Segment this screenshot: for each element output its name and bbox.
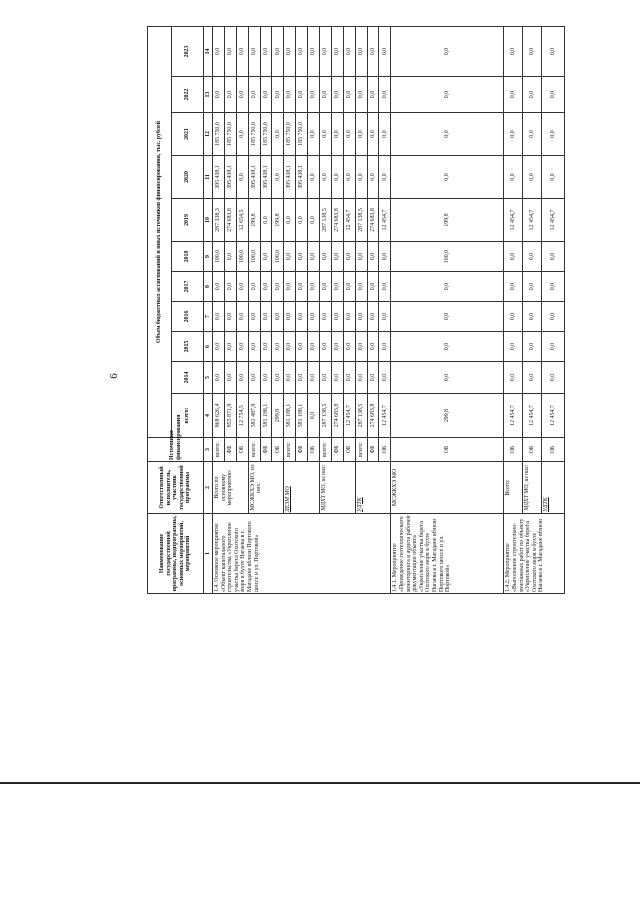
year-value-cell: 0,0 (248, 332, 260, 362)
year-value-cell: 0,0 (320, 332, 332, 362)
year-value-cell: 0,0 (213, 26, 225, 76)
year-value-cell: 0,0 (379, 26, 391, 76)
header-volume: Объем бюджетных ассигнований и иных источников финансирования, тыс. рублей (148, 26, 172, 437)
year-value-cell: 0,0 (296, 272, 308, 302)
year-value-cell: 287 138,5 (320, 199, 332, 242)
year-value-cell: 0,0 (248, 362, 260, 394)
total-value-cell: 299,8 (272, 394, 284, 438)
year-value-cell: 0,0 (308, 156, 320, 199)
year-value-cell: 100,0 (236, 242, 248, 272)
year-value-cell: 0,0 (236, 113, 248, 156)
total-value-cell: 868 626,4 (213, 394, 225, 438)
year-value-cell: 0,0 (331, 362, 343, 394)
year-value-cell: 395 438,1 (213, 156, 225, 199)
total-value-cell: 12 454,7 (542, 394, 565, 438)
total-value-cell: 287 138,5 (320, 394, 332, 438)
source-cell: ОБ (272, 438, 284, 462)
year-value-cell: 0,0 (308, 199, 320, 242)
year-value-cell: 0,0 (504, 113, 523, 156)
year-value-cell: 100,0 (213, 242, 225, 272)
source-cell: ФБ (296, 438, 308, 462)
year-value-cell: 0,0 (331, 156, 343, 199)
year-value-cell: 0,0 (213, 77, 225, 113)
year-value-cell: 0,0 (367, 272, 379, 302)
year-value-cell: 0,0 (343, 156, 355, 199)
year-value-cell: 0,0 (379, 302, 391, 332)
year-value-cell: 0,0 (296, 26, 308, 76)
table-row (391, 26, 504, 593)
year-value-cell: 0,0 (296, 302, 308, 332)
year-value-cell: 0,0 (284, 26, 296, 76)
year-value-cell: 0,0 (331, 272, 343, 302)
header-year: 2015 (172, 332, 204, 362)
year-value-cell: 0,0 (260, 362, 272, 394)
year-value-cell: 0,0 (236, 272, 248, 302)
year-value-cell: 0,0 (224, 77, 236, 113)
year-value-cell: 0,0 (542, 362, 565, 394)
year-value-cell: 0,0 (331, 302, 343, 332)
year-value-cell: 0,0 (542, 242, 565, 272)
source-cell: всего: (248, 438, 260, 462)
source-cell: ФБ (331, 438, 343, 462)
year-value-cell: 0,0 (320, 113, 332, 156)
year-value-cell: 0,0 (355, 302, 367, 332)
table-row (542, 26, 565, 593)
year-value-cell: 0,0 (308, 26, 320, 76)
year-value-cell: 0,0 (331, 26, 343, 76)
year-value-cell: 0,0 (523, 362, 542, 394)
year-value-cell: 0,0 (379, 156, 391, 199)
year-value-cell: 0,0 (272, 362, 284, 394)
year-value-cell: 0,0 (542, 77, 565, 113)
year-value-cell: 0,0 (523, 302, 542, 332)
year-value-cell: 395 438,1 (260, 156, 272, 199)
year-value-cell: 100,0 (391, 242, 504, 272)
year-value-cell: 0,0 (542, 332, 565, 362)
year-value-cell: 0,0 (272, 113, 284, 156)
total-value-cell: 12 454,7 (504, 394, 523, 438)
year-value-cell: 0,0 (224, 26, 236, 76)
year-value-cell: 0,0 (523, 272, 542, 302)
year-value-cell: 0,0 (343, 113, 355, 156)
year-value-cell: 0,0 (236, 26, 248, 76)
year-value-cell: 274 683,8 (331, 199, 343, 242)
year-value-cell: 0,0 (379, 362, 391, 394)
year-value-cell: 0,0 (355, 362, 367, 394)
year-value-cell: 395 438,1 (248, 156, 260, 199)
year-value-cell: 0,0 (367, 113, 379, 156)
header-name: Наименование государственной программы, подпрограммы, основных мероприятий, мероприятий (148, 514, 204, 594)
year-value-cell: 185 750,0 (284, 113, 296, 156)
total-value-cell: 581 188,1 (260, 394, 272, 438)
source-cell: всего: (355, 438, 367, 462)
year-value-cell: 0,0 (355, 77, 367, 113)
year-value-cell: 0,0 (308, 242, 320, 272)
year-value-cell: 0,0 (343, 302, 355, 332)
year-value-cell: 0,0 (320, 77, 332, 113)
year-value-cell: 0,0 (236, 156, 248, 199)
year-value-cell: 0,0 (260, 77, 272, 113)
year-value-cell: 0,0 (542, 156, 565, 199)
header-source: Источники финансирования (148, 438, 204, 462)
total-value-cell: 274 683,8 (331, 394, 343, 438)
source-cell: всего: (284, 438, 296, 462)
year-value-cell: 199,8 (272, 199, 284, 242)
header-executor: Ответственный исполнитель, участник государственной программы (148, 462, 204, 514)
year-value-cell: 0,0 (367, 26, 379, 76)
table-row (284, 26, 296, 593)
year-value-cell: 0,0 (236, 332, 248, 362)
year-value-cell: 0,0 (504, 302, 523, 332)
year-value-cell: 0,0 (213, 272, 225, 302)
year-value-cell: 287 338,3 (213, 199, 225, 242)
total-value-cell: 12 454,7 (343, 394, 355, 438)
year-value-cell: 0,0 (260, 242, 272, 272)
year-value-cell: 0,0 (504, 332, 523, 362)
year-value-cell: 0,0 (296, 77, 308, 113)
year-value-cell: 0,0 (379, 242, 391, 272)
year-value-cell: 0,0 (213, 362, 225, 394)
year-value-cell: 185 750,0 (213, 113, 225, 156)
year-value-cell: 199,8 (248, 199, 260, 242)
year-value-cell: 0,0 (272, 302, 284, 332)
col-index: 9 (204, 242, 213, 272)
year-value-cell: 0,0 (224, 332, 236, 362)
source-cell: ОБ (236, 438, 248, 462)
year-value-cell: 0,0 (272, 332, 284, 362)
year-value-cell: 0,0 (331, 332, 343, 362)
year-value-cell: 0,0 (308, 113, 320, 156)
total-value-cell: 581 188,1 (296, 394, 308, 438)
year-value-cell: 0,0 (308, 302, 320, 332)
col-index: 8 (204, 272, 213, 302)
year-value-cell: 0,0 (367, 332, 379, 362)
year-value-cell: 395 438,1 (284, 156, 296, 199)
year-value-cell: 0,0 (224, 272, 236, 302)
total-value-cell: 0,0 (308, 394, 320, 438)
total-value-cell: 287 138,5 (355, 394, 367, 438)
year-value-cell: 0,0 (367, 242, 379, 272)
year-value-cell: 0,0 (542, 272, 565, 302)
year-value-cell: 0,0 (523, 113, 542, 156)
executor-cell: УДТК (542, 462, 565, 514)
year-value-cell: 0,0 (391, 272, 504, 302)
year-value-cell: 0,0 (284, 242, 296, 272)
year-value-cell: 0,0 (367, 77, 379, 113)
year-value-cell: 0,0 (284, 272, 296, 302)
financing-table (147, 26, 565, 594)
year-value-cell: 0,0 (523, 156, 542, 199)
year-value-cell: 12 454,7 (343, 199, 355, 242)
table-row (248, 26, 260, 593)
year-value-cell: 0,0 (331, 77, 343, 113)
year-value-cell: 0,0 (391, 26, 504, 76)
col-index: 10 (204, 199, 213, 242)
year-value-cell: 0,0 (236, 302, 248, 332)
year-value-cell: 0,0 (248, 77, 260, 113)
year-value-cell: 185 750,0 (224, 113, 236, 156)
year-value-cell: 0,0 (391, 302, 504, 332)
table-row (320, 26, 332, 593)
table-row (213, 26, 225, 593)
year-value-cell: 0,0 (391, 332, 504, 362)
year-value-cell: 0,0 (379, 332, 391, 362)
header-year: 2018 (172, 242, 204, 272)
year-value-cell: 185 750,0 (296, 113, 308, 156)
executor-cell: Всего по основному мероприятию: (213, 462, 249, 514)
table-row (504, 26, 523, 593)
year-value-cell: 12 454,7 (523, 199, 542, 242)
year-value-cell: 0,0 (308, 272, 320, 302)
source-cell: ОБ (504, 438, 523, 462)
col-index: 2 (204, 462, 213, 514)
source-cell: ФБ (260, 438, 272, 462)
year-value-cell: 0,0 (284, 302, 296, 332)
source-cell: ОБ (308, 438, 320, 462)
year-value-cell: 0,0 (523, 77, 542, 113)
table-row (523, 26, 542, 593)
year-value-cell: 0,0 (355, 156, 367, 199)
year-value-cell: 0,0 (355, 332, 367, 362)
year-value-cell: 0,0 (523, 332, 542, 362)
horizontal-rule (0, 782, 640, 784)
year-value-cell: 0,0 (367, 302, 379, 332)
year-value-cell: 100,0 (248, 242, 260, 272)
total-value-cell: 274 683,8 (367, 394, 379, 438)
activity-name-cell: 1.4. Основное мероприятие «Объект капитального строительства «Укрепление участка берега Охотского моря в бухте Нагаева в г. Магадане вблизи Портового шоссе и ул. Портовой» (213, 514, 391, 594)
header-year: 2022 (172, 77, 204, 113)
header-year: 2017 (172, 272, 204, 302)
col-index: 13 (204, 77, 213, 113)
total-value-cell: 581 188,1 (284, 394, 296, 438)
page-number: 6 (107, 373, 120, 379)
executor-cell: УДТК (355, 462, 391, 514)
source-cell: ФБ (224, 438, 236, 462)
year-value-cell: 0,0 (260, 272, 272, 302)
total-value-cell: 12 454,7 (379, 394, 391, 438)
year-value-cell: 0,0 (355, 242, 367, 272)
year-value-cell: 0,0 (320, 242, 332, 272)
year-value-cell: 0,0 (284, 199, 296, 242)
year-value-cell: 185 750,0 (260, 113, 272, 156)
header-year: 2023 (172, 26, 204, 76)
year-value-cell: 0,0 (320, 272, 332, 302)
year-value-cell: 0,0 (523, 26, 542, 76)
executor-cell: МДХТ МО, из них: (320, 462, 356, 514)
year-value-cell: 0,0 (224, 302, 236, 332)
year-value-cell: 12 654,5 (236, 199, 248, 242)
year-value-cell: 0,0 (542, 26, 565, 76)
year-value-cell: 0,0 (260, 332, 272, 362)
activity-name-cell: 1.4.2. Мероприятие «Выполнение строительно-монтажных работ по объекту «Укрепление участка берега Охотского моря в бухте Нагаева в г. Магадане вблизи (504, 514, 565, 594)
source-cell: ОБ (391, 438, 504, 462)
source-cell: ФБ (367, 438, 379, 462)
year-value-cell: 0,0 (272, 77, 284, 113)
year-value-cell: 12 454,7 (542, 199, 565, 242)
header-year: 2020 (172, 156, 204, 199)
year-value-cell: 0,0 (391, 77, 504, 113)
year-value-cell: 0,0 (504, 156, 523, 199)
year-value-cell: 0,0 (343, 26, 355, 76)
year-value-cell: 0,0 (236, 77, 248, 113)
year-value-cell: 0,0 (296, 199, 308, 242)
year-value-cell: 0,0 (542, 113, 565, 156)
total-value-cell: 299,8 (391, 394, 504, 438)
executor-cell: ДЕЗМ МО (284, 462, 320, 514)
year-value-cell: 0,0 (355, 26, 367, 76)
year-value-cell: 0,0 (224, 242, 236, 272)
year-value-cell: 0,0 (504, 77, 523, 113)
year-value-cell: 0,0 (320, 362, 332, 394)
col-index: 3 (204, 438, 213, 462)
year-value-cell: 0,0 (248, 272, 260, 302)
year-value-cell: 0,0 (367, 362, 379, 394)
year-value-cell: 0,0 (343, 242, 355, 272)
year-value-cell: 0,0 (504, 26, 523, 76)
year-value-cell: 0,0 (379, 272, 391, 302)
col-index: 5 (204, 362, 213, 394)
source-cell: ОБ (343, 438, 355, 462)
year-value-cell: 0,0 (331, 113, 343, 156)
year-value-cell: 0,0 (284, 77, 296, 113)
year-value-cell: 395 438,1 (224, 156, 236, 199)
year-value-cell: 0,0 (284, 332, 296, 362)
col-index: 7 (204, 302, 213, 332)
year-value-cell: 0,0 (213, 302, 225, 332)
year-value-cell: 0,0 (272, 26, 284, 76)
year-value-cell: 0,0 (504, 362, 523, 394)
year-value-cell: 0,0 (504, 242, 523, 272)
header-year: 2016 (172, 302, 204, 332)
year-value-cell: 0,0 (296, 332, 308, 362)
col-index: 6 (204, 332, 213, 362)
year-value-cell: 0,0 (248, 302, 260, 332)
year-value-cell: 0,0 (284, 362, 296, 394)
year-value-cell: 0,0 (391, 362, 504, 394)
year-value-cell: 0,0 (320, 302, 332, 332)
col-index: 1 (204, 514, 213, 594)
year-value-cell: 0,0 (343, 362, 355, 394)
year-value-cell: 395 438,1 (296, 156, 308, 199)
source-cell: всего: (320, 438, 332, 462)
year-value-cell: 0,0 (504, 272, 523, 302)
year-value-cell: 0,0 (296, 362, 308, 394)
table-row (355, 26, 367, 593)
year-value-cell: 0,0 (343, 77, 355, 113)
year-value-cell: 0,0 (308, 77, 320, 113)
header-year: 2021 (172, 113, 204, 156)
year-value-cell: 274 683,8 (367, 199, 379, 242)
total-value-cell: 12 754,5 (236, 394, 248, 438)
source-cell: всего: (213, 438, 225, 462)
year-value-cell: 0,0 (260, 26, 272, 76)
col-index: 12 (204, 113, 213, 156)
col-index: 11 (204, 156, 213, 199)
year-value-cell: 0,0 (308, 362, 320, 394)
executor-cell: МСЖКХЭ МО (391, 462, 504, 514)
year-value-cell: 0,0 (260, 199, 272, 242)
year-value-cell: 12 454,7 (379, 199, 391, 242)
col-index: 14 (204, 26, 213, 76)
year-value-cell: 199,8 (391, 199, 504, 242)
source-cell: ОБ (523, 438, 542, 462)
year-value-cell: 0,0 (542, 302, 565, 332)
year-value-cell: 0,0 (308, 332, 320, 362)
year-value-cell: 0,0 (272, 156, 284, 199)
executor-cell: МСЖКХЭ МО, из них: (248, 462, 284, 514)
header-year: 2014 (172, 362, 204, 394)
year-value-cell: 0,0 (391, 156, 504, 199)
year-value-cell: 0,0 (379, 113, 391, 156)
year-value-cell: 0,0 (367, 156, 379, 199)
activity-name-cell: 1.4.1. Мероприятие «Проведение геотехнического мониторинга и аудита рабочей документации объекта «Укрепление участка берега Охотского моря в бухте Нагаева в г. Магадане вблизи Портового шоссе и ул. Портовой» (391, 514, 504, 594)
header-total: всего: (172, 394, 204, 438)
total-value-cell: 581 487,9 (248, 394, 260, 438)
year-value-cell: 0,0 (320, 26, 332, 76)
year-value-cell: 0,0 (296, 242, 308, 272)
year-value-cell: 0,0 (331, 242, 343, 272)
year-value-cell: 0,0 (248, 26, 260, 76)
year-value-cell: 287 138,5 (355, 199, 367, 242)
year-value-cell: 0,0 (320, 156, 332, 199)
year-value-cell: 274 683,8 (224, 199, 236, 242)
year-value-cell: 0,0 (355, 272, 367, 302)
total-value-cell: 12 454,7 (523, 394, 542, 438)
year-value-cell: 0,0 (272, 272, 284, 302)
year-value-cell: 0,0 (379, 77, 391, 113)
year-value-cell: 0,0 (236, 362, 248, 394)
year-value-cell: 0,0 (213, 332, 225, 362)
year-value-cell: 0,0 (260, 302, 272, 332)
total-value-cell: 855 871,9 (224, 394, 236, 438)
year-value-cell: 0,0 (355, 113, 367, 156)
year-value-cell: 12 454,7 (504, 199, 523, 242)
year-value-cell: 0,0 (523, 242, 542, 272)
executor-cell: МДХТ МО, из них: (523, 462, 542, 514)
year-value-cell: 185 750,0 (248, 113, 260, 156)
year-value-cell: 100,0 (272, 242, 284, 272)
source-cell: ОБ (379, 438, 391, 462)
header-year: 2019 (172, 199, 204, 242)
col-index: 4 (204, 394, 213, 438)
year-value-cell: 0,0 (343, 272, 355, 302)
executor-cell: Всего: (504, 462, 523, 514)
year-value-cell: 0,0 (391, 113, 504, 156)
year-value-cell: 0,0 (224, 362, 236, 394)
year-value-cell: 0,0 (343, 332, 355, 362)
rotated-table-container (147, 27, 556, 594)
source-cell: ОБ (542, 438, 565, 462)
